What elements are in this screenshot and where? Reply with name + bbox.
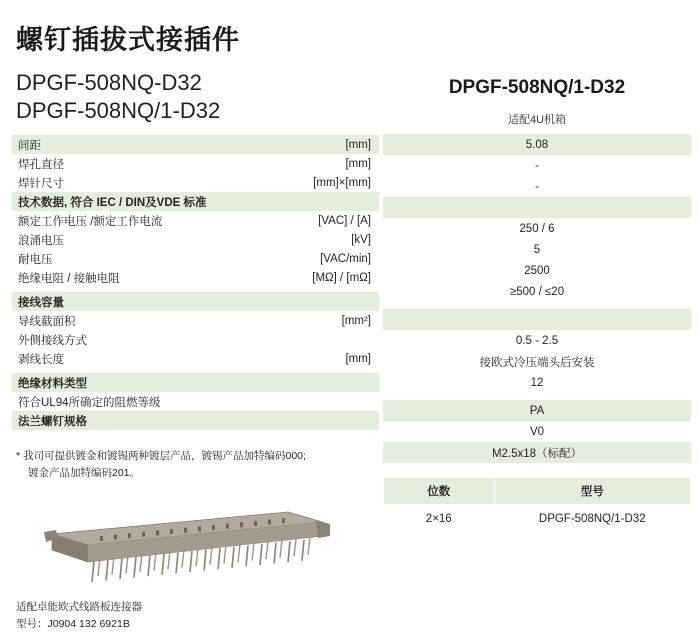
featured-model-title: DPGF-508NQ/1-D32: [448, 77, 626, 98]
spec-unit: [mm²]: [341, 314, 371, 327]
spec-section-label: 接线容量: [18, 296, 64, 309]
spec-value: V0: [529, 425, 545, 438]
spec-label: 耐电压: [18, 253, 53, 266]
spec-section-label: 技术数据, 符合 IEC / DIN及VDE 标准: [18, 196, 207, 209]
spec-value: 5.08: [525, 138, 549, 151]
spec-row: [12, 211, 379, 230]
value-row: [383, 330, 691, 351]
spec-row: [12, 230, 379, 249]
value-row: [383, 281, 691, 302]
spec-row: [12, 249, 379, 268]
value-row: [383, 421, 691, 442]
spec-row: [12, 268, 379, 287]
right-column: [383, 67, 691, 534]
spec-value-table: [383, 134, 691, 463]
spec-value: 0.5 - 2.5: [515, 334, 559, 347]
table-header-row: [384, 478, 691, 505]
spec-unit: [mm]: [345, 157, 371, 170]
caption-line-2: 型号：J0904 132 6921B: [16, 618, 130, 630]
spec-row: [12, 173, 379, 192]
part-number-table: [383, 477, 691, 534]
spec-label: 焊针尺寸: [18, 177, 64, 190]
spec-row: [12, 154, 379, 173]
column-header-positions: 位数: [384, 478, 495, 505]
spec-value: PA: [529, 404, 545, 417]
value-row: [383, 309, 691, 330]
spec-section-row: [12, 411, 379, 430]
spec-unit: [266, 330, 379, 349]
spec-label: 额定工作电压 /额定工作电流: [18, 215, 163, 228]
spec-unit: [kV]: [351, 233, 371, 246]
footnote-line-1: * 我司可提供镀金和镀锡两种镀层产品，镀锡产品加特编码000;: [16, 450, 306, 462]
spec-label: 焊孔直径: [18, 158, 64, 171]
spec-value: [383, 309, 691, 330]
spec-value: -: [535, 159, 539, 172]
spec-value: [383, 197, 691, 218]
footnote-line-2: 镀金产品加特编码201。: [28, 467, 141, 479]
caption-line-1: 适配卓能欧式线路板连接器: [16, 601, 142, 613]
spec-label: 符合UL94所确定的阻燃等级: [18, 396, 161, 409]
spec-section-label: 法兰螺钉规格: [18, 415, 87, 428]
spec-label: 间距: [18, 139, 41, 152]
spec-value: 2500: [524, 264, 550, 277]
model-name-1: DPGF-508NQ-D32: [16, 70, 202, 95]
column-header-model: 型号: [494, 478, 690, 505]
left-column: [12, 67, 379, 633]
spec-row: [12, 349, 379, 368]
spec-unit: [MΩ] / [mΩ]: [312, 271, 371, 284]
spec-row: [12, 392, 379, 411]
value-row: [383, 400, 691, 421]
value-row: [383, 239, 691, 260]
value-row: [383, 197, 691, 218]
value-row: [383, 134, 691, 155]
spec-value: -: [535, 180, 539, 193]
spec-value: 接欧式冷压端头后安装: [479, 356, 595, 369]
spec-unit: [VAC/min]: [320, 252, 371, 265]
value-spacer: [383, 393, 691, 400]
model-name-2: DPGF-508NQ/1-D32: [16, 98, 221, 123]
spec-label: 绝缘电阻 / 接触电阻: [18, 272, 120, 285]
cell-model: DPGF-508NQ/1-D32: [494, 505, 690, 534]
spec-label: 剥线长度: [18, 353, 64, 366]
value-spacer: [383, 302, 691, 309]
connector-illustration: [30, 492, 350, 587]
spec-label-table: [12, 135, 379, 430]
spec-value: 12: [530, 376, 544, 389]
product-photo: [30, 492, 350, 587]
product-caption: [16, 599, 379, 633]
spec-value: 5: [533, 243, 541, 256]
spec-unit: [mm]: [345, 138, 371, 151]
spec-row: [12, 135, 379, 154]
spec-label: 导线截面积: [18, 315, 76, 328]
spec-section-row: [12, 292, 379, 311]
value-row: [383, 176, 691, 197]
spec-row: [12, 330, 379, 349]
spec-section-row: [12, 373, 379, 392]
spec-label: 外侧接线方式: [18, 334, 87, 347]
spec-row: [12, 311, 379, 330]
featured-model-subtitle: 适配4U机箱: [507, 114, 567, 126]
spec-value: M2.5x18（标配）: [491, 447, 583, 460]
value-row: [383, 442, 691, 463]
spec-unit: [mm]×[mm]: [313, 176, 371, 189]
spec-value: ≥500 / ≤20: [509, 285, 565, 298]
spec-label: 浪涌电压: [18, 234, 64, 247]
spec-unit: [VAC] / [A]: [318, 214, 371, 227]
value-row: [383, 260, 691, 281]
spec-section-row: [12, 192, 379, 211]
cell-positions: 2×16: [384, 505, 495, 534]
spec-section-label: 绝缘材料类型: [18, 377, 87, 390]
model-list: [16, 69, 379, 125]
spec-value: 250 / 6: [519, 222, 555, 235]
table-row: [384, 505, 691, 534]
value-row: [383, 218, 691, 239]
spec-unit: [mm]: [345, 352, 371, 365]
footnote: [16, 448, 379, 482]
value-row: [383, 372, 691, 393]
content-columns: [12, 67, 687, 633]
value-row: [383, 155, 691, 176]
page-title: 螺钉插拔式接插件: [16, 25, 240, 55]
value-row: [383, 351, 691, 372]
